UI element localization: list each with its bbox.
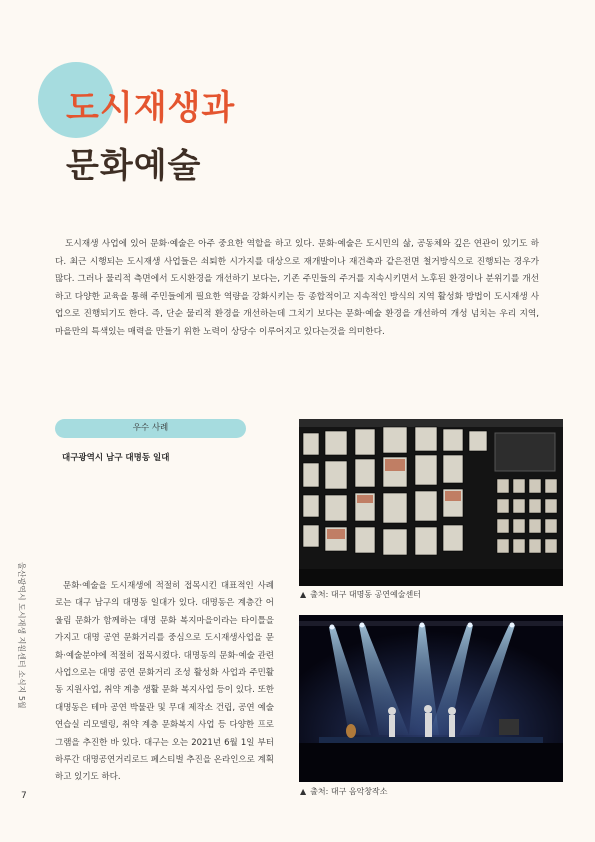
case-subtitle: 대구광역시 남구 대명동 일대 (62, 453, 170, 463)
photo-exhibition-hall (299, 419, 563, 586)
intro-paragraph: 도시재생 사업에 있어 문화·예술은 아주 중요한 역할을 하고 있다. 문화·예술은 도시민의 삶, 공동체와 깊은 연관이 있기도 하다. 최근 시행되는 도시재생 사업들은 쇠퇴한 시가지를 대상으로 재개발이나 재건축과 같은전면 철거방식으로 진행되는 경우가 많다. 그러나 물리적 측면에서 도시환경을 개선하기 보다는, 기존 주민들의 주거를 지속시키면서 노후된 환경이나 분위기를 개선하고 다양한 교육을 통해 주민들에게 필요한 역량을 강화시키는 등 종합적이고 지속적인 방식의 지역 활성화 방법이 도시재생 사업으로 진행되기도 한다. 즉, 단순 물리적 환경을 개선하는데 그치기 보다는 문화·예술 환경을 개선하여 개성 넘치는 우리 지역, 마을만의 특색있는 매력을 만들기 위한 노력이 상당수 이루어지고 있다는것을 의미한다. (55, 239, 539, 337)
photo1-caption (300, 589, 421, 600)
exhibition-hall-image (299, 419, 563, 586)
photo2-caption (300, 786, 388, 797)
page-title-line2: 문화예술 (66, 146, 202, 186)
page-title-line1: 도시재생과 (66, 88, 236, 128)
photo2-caption-text: 출처: 대구 음악창작소 (310, 787, 388, 796)
caption-marker-icon: ▲ (300, 787, 307, 796)
concert-stage-image (299, 615, 563, 782)
sidebar-vertical-text: 울산광역시 도시재생 지원센터 소식지 5월 (17, 562, 26, 709)
caption-marker-icon: ▲ (300, 590, 307, 599)
photo1-caption-text: 출처: 대구 대명동 공연예술센터 (310, 590, 421, 599)
case-body-paragraph: 문화·예술을 도시재생에 적절히 접목시킨 대표적인 사례로는 대구 남구의 대명동 일대가 있다. 대명동은 계층간 어울림 문화가 함께하는 대명 문화 복지마을이라는 타이틀을 가지고 대명 공연 문화거리를 중심으로 도시재생사업을 문화·예술분야에 적절히 접목시켰다. 대명동의 문화·예술 관련 사업으로는 대명 공연 문화거리 조성 활성화 사업과 주민활동 지원사업, 취약 계층 생활 문화 복지사업 등이 있다. 또한 대명동은 테마 공연 박물관 및 무대 제작소 건립, 공연 예술 연습실 리모델링, 취약 계층 문화복지 사업 등 다양한 프로그램을 추진한 바 있다. 대구는 오는 2021년 6월 1일 부터 하루간 대명공연거리로드 페스티벌 추진을 온라인으로 계획하고 있기도 하다. (55, 581, 274, 783)
page-number: 7 (21, 791, 27, 801)
photo-concert-stage (299, 615, 563, 782)
case-label-badge: 우수 사례 (55, 419, 246, 438)
